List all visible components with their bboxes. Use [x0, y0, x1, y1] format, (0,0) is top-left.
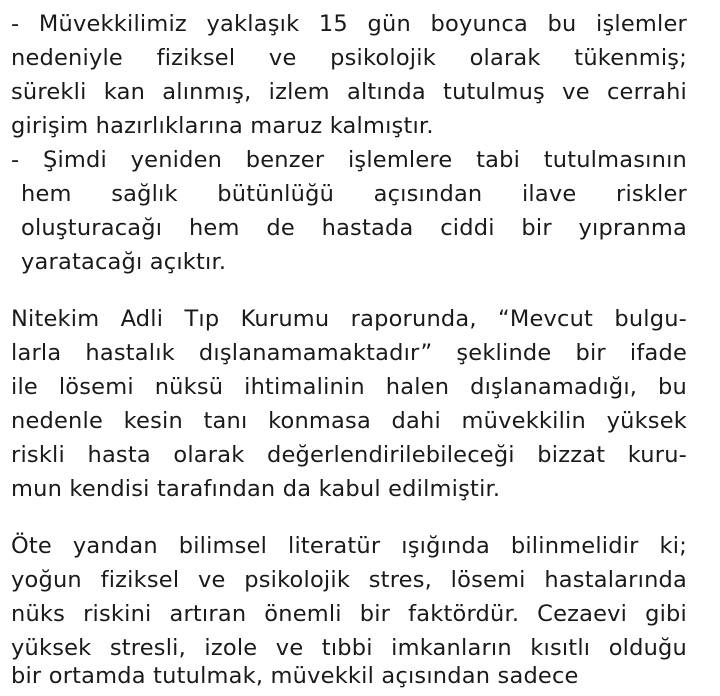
paragraph-1-line-3: ile lösemi nüksü ihtimalinin halen dışlanamadığı, bu: [11, 374, 687, 400]
bullet-1-line-3: sürekli kan alınmış, izlem altında tutulmuş ve cerrahi: [11, 79, 687, 105]
paragraph-1-line-1: Nitekim Adli Tıp Kurumu raporunda, “Mevcut bulgu-: [11, 306, 687, 332]
bullet-2-line-4: yaratacağı açıktır.: [21, 249, 227, 275]
paragraph-2-line-2: yoğun fiziksel ve psikolojik stres, lösemi hastalarında: [11, 567, 687, 593]
paragraph-2-line-1: Öte yandan bilimsel literatür ışığında bilinmelidir ki;: [11, 533, 687, 559]
bullet-1-line-1: - Müvekkilimiz yaklaşık 15 gün boyunca bu işlemler: [11, 11, 687, 37]
paragraph-1-line-5: riskli hasta olarak değerlendirilebileceği bizzat kuru-: [11, 442, 687, 468]
paragraph-2-line-5: bir ortamda tutulmak, müvekkil açısından sadece: [11, 663, 579, 689]
bullet-2-line-2: hem sağlık bütünlüğü açısından ilave riskler: [21, 181, 687, 207]
paragraph-1-line-6: mun kendisi tarafından da kabul edilmiştir.: [11, 476, 501, 502]
bullet-2-line-1: - Şimdi yeniden benzer işlemlere tabi tutulmasının: [11, 147, 687, 173]
bullet-2-line-3: oluşturacağı hem de hastada ciddi bir yıpranma: [21, 215, 687, 241]
paragraph-2-line-3: nüks riskini artıran önemli bir faktördür. Cezaevi gibi: [11, 601, 687, 627]
paragraph-1-line-4: nedenle kesin tanı konmasa dahi müvekkilin yüksek: [11, 408, 687, 434]
bullet-1-line-4: girişim hazırlıklarına maruz kalmıştır.: [11, 113, 434, 139]
paragraph-1-line-2: larla hastalık dışlanamamaktadır” şeklinde bir ifade: [11, 340, 687, 366]
bullet-1-line-2: nedeniyle fiziksel ve psikolojik olarak tükenmiş;: [11, 45, 687, 71]
paragraph-2-line-4: yüksek stresli, izole ve tıbbi imkanların kısıtlı olduğu: [11, 635, 687, 661]
